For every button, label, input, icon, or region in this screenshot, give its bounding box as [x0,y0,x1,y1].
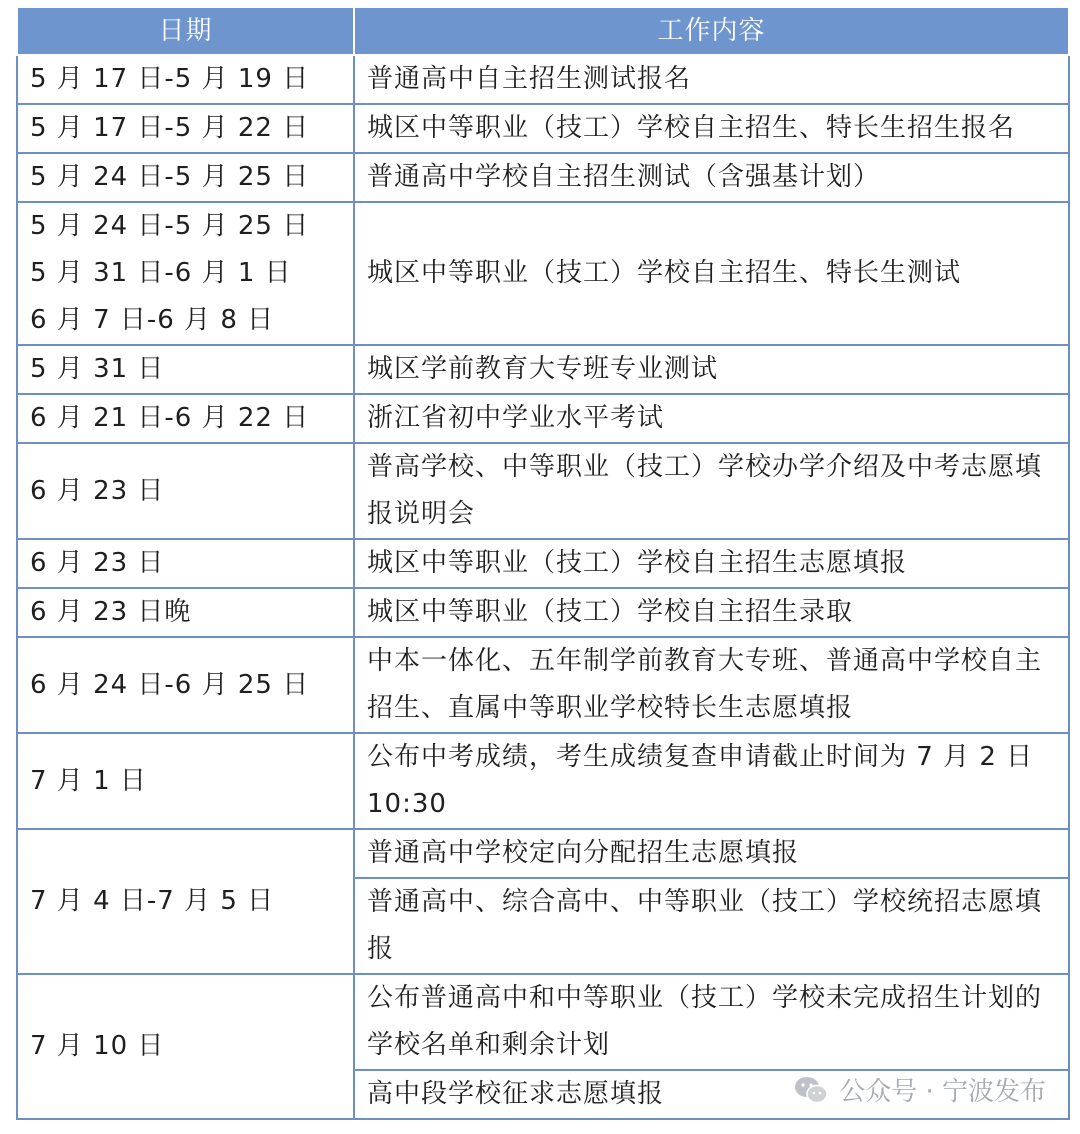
date-text: 6 月 7 日-6 月 8 日 [30,305,275,335]
date-text: 6 月 23 日 [30,475,165,506]
content-cell: 城区学前教育大专班专业测试 [354,345,1069,394]
date-cell [17,104,354,153]
date-text: 5 月 24 日-5 月 25 日 [30,162,310,192]
date-text: 5 月 17 日-5 月 19 日 [30,64,310,94]
content-cell: 高中段学校征求志愿填报 [354,1070,1069,1119]
table-row [17,202,1069,345]
date-text: 6 月 23 日晚 [30,597,192,627]
date-cell [17,539,354,588]
content-cell: 普通高中自主招生测试报名 [354,55,1069,104]
date-text: 5 月 24 日-5 月 25 日 [30,211,310,241]
content-cell: 城区中等职业（技工）学校自主招生、特长生招生报名 [354,104,1069,153]
date-cell [17,829,354,974]
date-text: 6 月 21 日-6 月 22 日 [30,403,310,433]
date-text: 7 月 10 日 [30,1031,165,1061]
content-cell: 城区中等职业（技工）学校自主招生、特长生测试 [354,202,1069,345]
date-cell [17,345,354,394]
date-cell [17,153,354,202]
date-cell [17,394,354,443]
date-text: 6 月 24 日-6 月 25 日 [30,669,310,700]
content-cell: 普通高中、综合高中、中等职业（技工）学校统招志愿填报 [354,878,1069,974]
table-row [17,588,1069,637]
date-cell [17,733,354,829]
header-date: 日期 [17,7,354,55]
content-cell: 普高学校、中等职业（技工）学校办学介绍及中考志愿填报说明会 [354,443,1069,539]
table-row [17,974,1069,1070]
table-row [17,733,1069,829]
schedule-table [16,6,1070,1120]
table-row [17,829,1069,878]
date-text: 7 月 1 日 [30,765,147,796]
schedule-body [17,55,1069,1119]
date-cell [17,588,354,637]
header-content: 工作内容 [354,7,1069,55]
content-cell: 公布中考成绩，考生成绩复查申请截止时间为 7 月 2 日 10:30 [354,733,1069,829]
content-cell: 普通高中学校自主招生测试（含强基计划） [354,153,1069,202]
date-text: 5 月 31 日-6 月 1 日 [30,258,292,288]
table-row [17,539,1069,588]
date-cell [17,637,354,733]
date-text: 6 月 23 日 [30,548,165,578]
table-row [17,153,1069,202]
table-row [17,55,1069,104]
content-cell: 浙江省初中学业水平考试 [354,394,1069,443]
header-row [17,7,1069,55]
date-cell [17,55,354,104]
watermark-text: 公众号 · 宁波发布 [839,1077,1046,1107]
date-text: 7 月 4 日-7 月 5 日 [30,886,275,916]
table-row [17,104,1069,153]
table-row [17,345,1069,394]
content-cell: 普通高中学校定向分配招生志愿填报 [354,829,1069,878]
table-row [17,443,1069,539]
date-cell [17,202,354,345]
content-cell: 城区中等职业（技工）学校自主招生录取 [354,588,1069,637]
table-row [17,394,1069,443]
date-cell [17,443,354,539]
content-cell: 公布普通高中和中等职业（技工）学校未完成招生计划的学校名单和剩余计划 [354,974,1069,1070]
table-row [17,637,1069,733]
content-cell: 城区中等职业（技工）学校自主招生志愿填报 [354,539,1069,588]
date-cell [17,974,354,1119]
date-text: 5 月 31 日 [30,354,165,384]
date-text: 5 月 17 日-5 月 22 日 [30,113,310,143]
content-cell: 中本一体化、五年制学前教育大专班、普通高中学校自主招生、直属中等职业学校特长生志愿填报 [354,637,1069,733]
